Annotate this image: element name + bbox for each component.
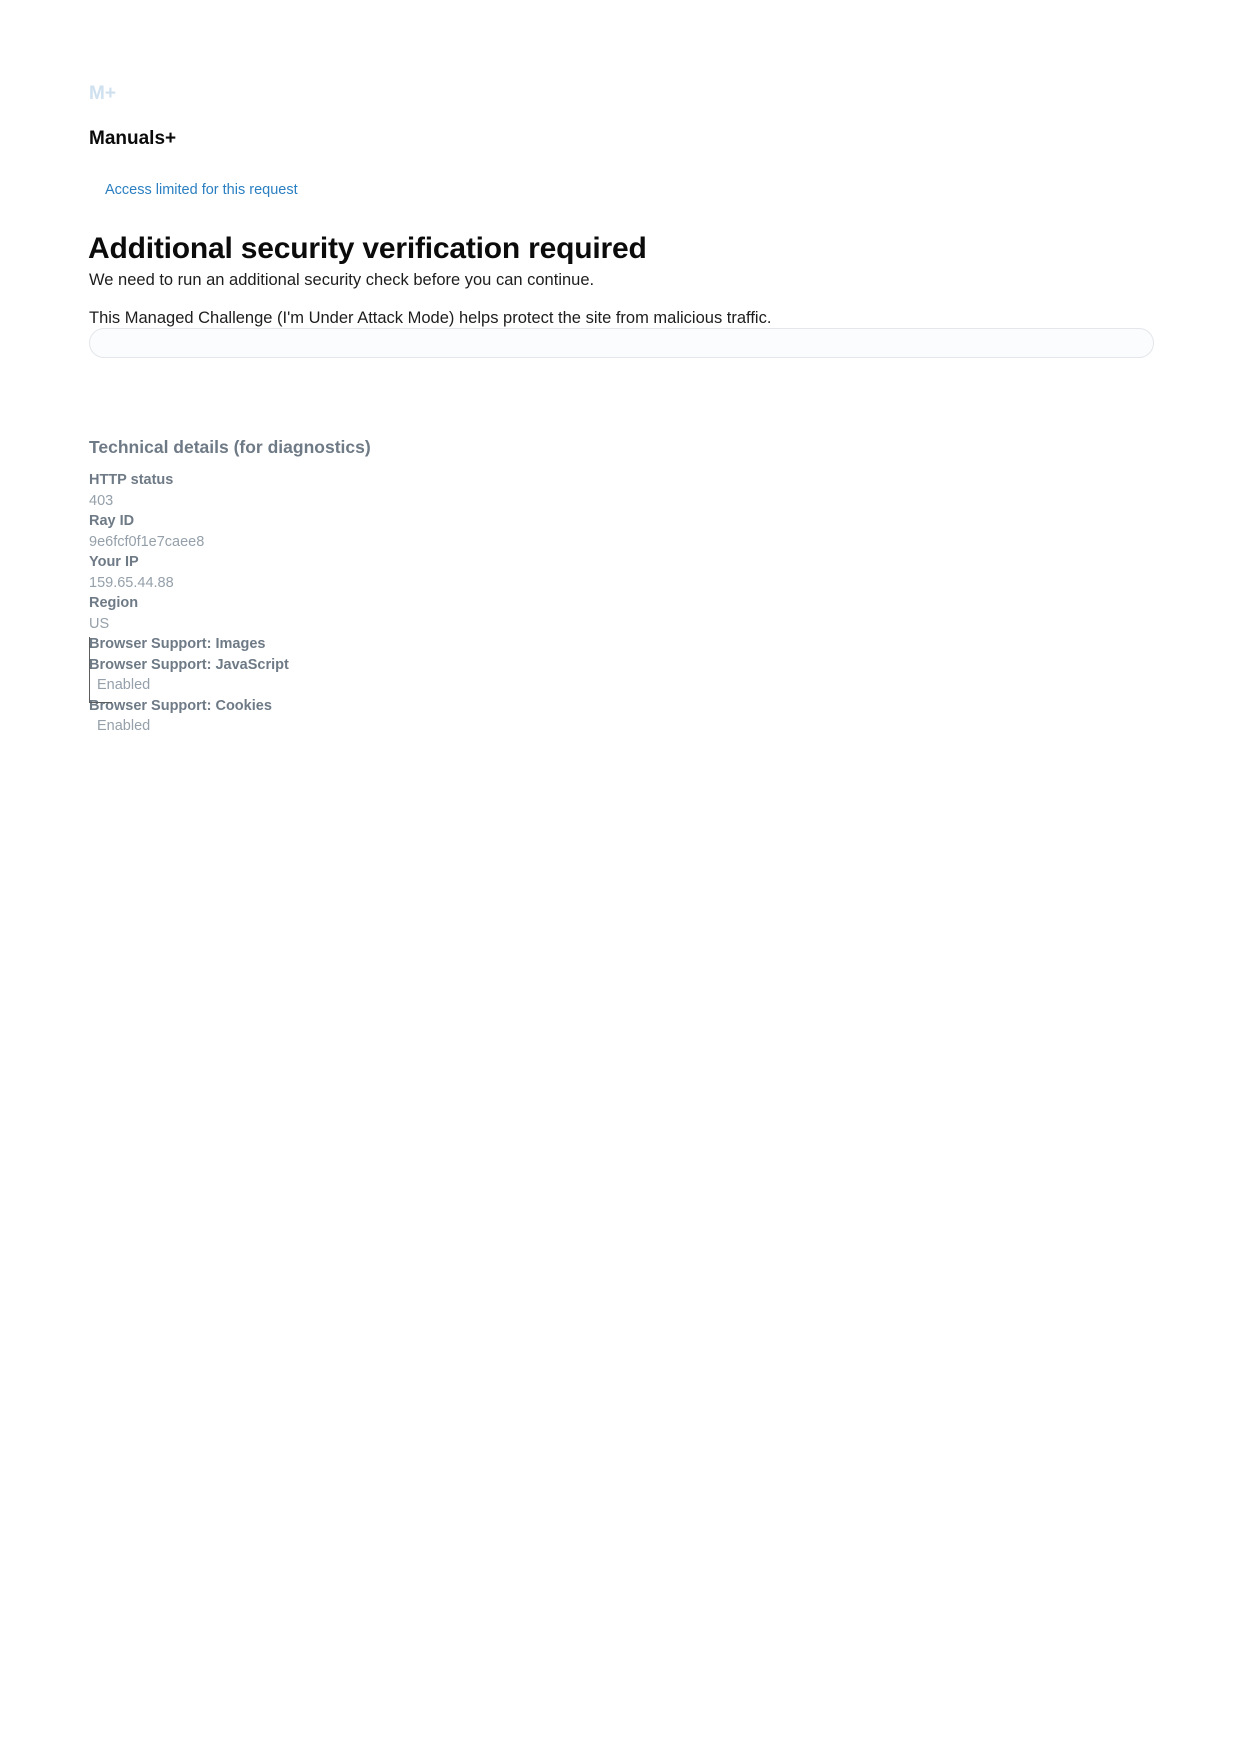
detail-value: 159.65.44.88: [89, 574, 174, 591]
brand-name: Manuals+: [89, 128, 177, 149]
detail-term: Browser Support: JavaScript: [89, 656, 289, 673]
detail-term: Region: [89, 595, 139, 611]
page-title: Additional security verification required: [88, 232, 647, 266]
detail-value: 9e6fcf0f1e7caee8: [89, 533, 205, 550]
detail-value: Enabled: [97, 677, 151, 693]
detail-term: Browser Support: Images: [89, 636, 266, 652]
detail-term: HTTP status: [89, 472, 174, 488]
decorative-corner-rule: [89, 637, 112, 703]
detail-term: Ray ID: [89, 513, 135, 529]
detail-term: Browser Support: Cookies: [89, 697, 272, 714]
detail-term: Your IP: [89, 554, 139, 570]
description-primary: We need to run an additional security check before you can continue.: [89, 270, 595, 289]
technical-details-title: Technical details (for diagnostics): [89, 437, 371, 457]
managed-challenge-widget[interactable]: [89, 328, 1154, 358]
access-limited-link[interactable]: Access limited for this request: [105, 182, 298, 198]
detail-value: Enabled: [97, 718, 151, 734]
technical-details-list: [89, 470, 789, 737]
detail-value: US: [89, 615, 110, 632]
brand-logo-mark: M+: [89, 83, 116, 104]
description-secondary: This Managed Challenge (I'm Under Attack Mode) helps protect the site from malicious traffic.: [89, 308, 772, 327]
detail-value: 403: [89, 492, 114, 509]
